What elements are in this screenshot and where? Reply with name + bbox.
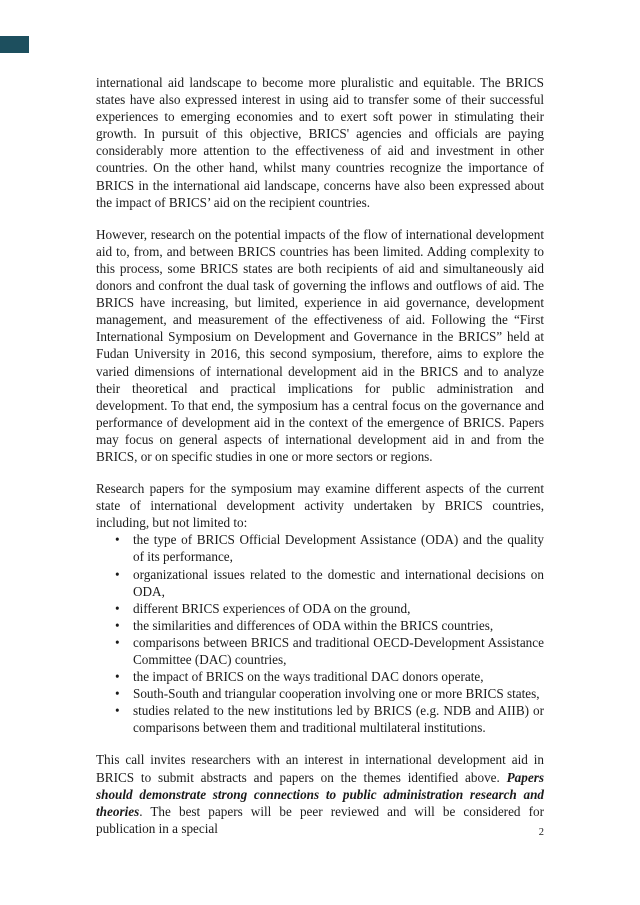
- list-item-text: the impact of BRICS on the ways traditional DAC donors operate,: [133, 669, 484, 685]
- list-item-text: South-South and triangular cooperation involving one or more BRICS states,: [133, 686, 540, 702]
- list-item: [96, 702, 544, 736]
- paragraph-research-context: However, research on the potential impacts of the flow of international development aid to, from, and between BRICS countries has been limited. Adding complexity to this process, some BRICS states are both recipients of aid and simultaneously aid donors and confront the dual task of governing the inflows and outflows of aid. The BRICS have increasing, but limited, experience in aid governance, development management, and measurement of the effectiveness of aid. Following the “First International Symposium on Development and Governance in the BRICS” held at Fudan University in 2016, this second symposium, therefore, aims to explore the varied dimensions of international development aid in the BRICS and to analyze their theoretical and practical implications for public administration and development. To that end, the symposium has a central focus on the governance and performance of development aid in the context of the emergence of BRICS. Papers may focus on general aspects of international development aid in and from the BRICS, or on specific studies in one or more sectors or regions.: [96, 226, 544, 464]
- list-item: [96, 668, 544, 685]
- page-number: 2: [538, 827, 544, 838]
- list-item-text: organizational issues related to the domestic and international decisions on ODA,: [133, 566, 544, 599]
- paragraph-call-closing: [96, 751, 544, 836]
- bullet-icon: •: [115, 703, 120, 719]
- list-item-text: studies related to the new institutions led by BRICS (e.g. NDB and AIIB) or comparisons between them and traditional multilateral institutions.: [133, 703, 544, 736]
- topics-list: [96, 531, 544, 736]
- bullet-icon: •: [115, 532, 120, 548]
- paragraph-intro-continued: international aid landscape to become more pluralistic and equitable. The BRICS states have also expressed interest in using aid to transfer some of their successful experiences to emerging economies and to exert soft power in stimulating their growth. In pursuit of this objective, BRICS' agencies and officials are paying considerably more attention to the effectiveness of aid and investment in other countries. On the other hand, whilst many countries recognize the importance of BRICS in the international aid landscape, concerns have also been expressed about the impact of BRICS’ aid on the recipient countries.: [96, 75, 544, 210]
- closing-text-regular: This call invites researchers with an interest in international development aid in BRICS to submit abstracts and papers on the themes identified above.: [96, 752, 544, 785]
- list-item: [96, 617, 544, 634]
- bullet-icon: •: [115, 566, 120, 582]
- list-item-text: different BRICS experiences of ODA on the ground,: [133, 600, 411, 616]
- list-item: [96, 634, 544, 668]
- list-item-text: the type of BRICS Official Development Assistance (ODA) and the quality of its performance,: [133, 532, 544, 565]
- bullet-icon: •: [115, 634, 120, 650]
- corner-mark: [0, 36, 29, 53]
- paragraph-topics-intro: Research papers for the symposium may examine different aspects of the current state of international development activity undertaken by BRICS countries, including, but not limited to:: [96, 481, 544, 531]
- list-item: [96, 685, 544, 702]
- document-body: [96, 74, 544, 852]
- bullet-icon: •: [115, 600, 120, 616]
- bullet-icon: •: [115, 686, 120, 702]
- list-item: [96, 600, 544, 617]
- bullet-icon: •: [115, 669, 120, 685]
- closing-text-regular: . The best papers will be peer reviewed and will be considered for publication in a special: [96, 803, 544, 836]
- list-item-text: the similarities and differences of ODA within the BRICS countries,: [133, 617, 494, 633]
- list-item: [96, 566, 544, 600]
- bullet-icon: •: [115, 617, 120, 633]
- list-item-text: comparisons between BRICS and traditional OECD-Development Assistance Committee (DAC) countries,: [133, 634, 544, 667]
- list-item: [96, 531, 544, 565]
- closing-text-emphasis: Papers should demonstrate strong connections to public administration research and theories: [96, 769, 544, 819]
